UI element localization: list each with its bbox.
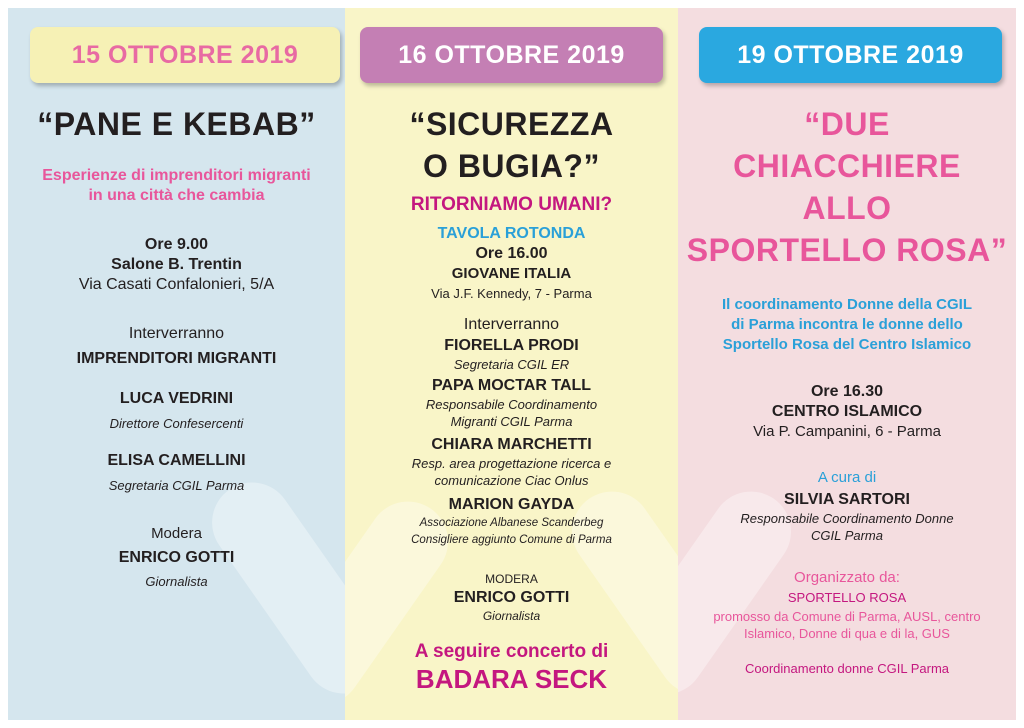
speaker-role: Migranti CGIL Parma <box>450 414 573 429</box>
date-banner: 19 OTTOBRE 2019 <box>699 27 1002 83</box>
speaker-entry <box>345 336 678 373</box>
moderator-block <box>345 571 678 625</box>
event-time: Ore 9.00 <box>144 236 209 253</box>
curated-label: A cura di <box>817 469 877 486</box>
event-description <box>678 295 1016 355</box>
speaker-name: CHIARA MARCHETTI <box>431 436 592 453</box>
event-location <box>8 235 345 295</box>
speaker-name: LUCA VEDRINI <box>119 390 234 407</box>
speaker-role: Responsabile Coordinamento <box>425 397 598 412</box>
moderator-label: Modera <box>151 525 202 542</box>
event-address: Via J.F. Kennedy, 7 - Parma <box>431 286 592 301</box>
promoted-by: Islamico, Donne di qua e di la, GUS <box>744 626 950 641</box>
organizer-name: SPORTELLO ROSA <box>787 590 907 605</box>
event-location <box>678 382 1016 442</box>
curator-name: SILVIA SARTORI <box>784 491 910 508</box>
event-address: Via Casati Confalonieri, 5/A <box>78 276 275 293</box>
event-title: “PANE E KEBAB” <box>37 106 316 142</box>
subtitle-line: Esperienze di imprenditori migranti <box>42 167 311 184</box>
title-line: “SICUREZZA <box>409 106 614 142</box>
moderator-role: Giornalista <box>145 573 208 589</box>
speaker-entry <box>345 435 678 489</box>
event-time: Ore 16.30 <box>810 383 884 400</box>
concert-artist: BADARA SECK <box>415 664 608 694</box>
event-address: Via P. Campanini, 6 - Parma <box>753 423 941 440</box>
speaker-role: Associazione Albanese Scanderbeg <box>419 517 604 529</box>
event-venue: Salone B. Trentin <box>111 256 242 273</box>
event-subtitle: RITORNIAMO UMANI? <box>410 194 613 215</box>
title-line: O BUGIA?” <box>423 148 600 184</box>
speaker-role: Resp. area progettazione ricerca e <box>411 456 612 471</box>
speaker-role: Segretaria CGIL Parma <box>108 478 245 494</box>
moderator-name: ENRICO GOTTI <box>453 589 570 606</box>
moderator-role: Giornalista <box>482 609 541 623</box>
event-title <box>678 103 1016 271</box>
moderator-block <box>8 525 345 590</box>
speaker-name: ELISA CAMELLINI <box>107 452 246 469</box>
title-line: SPORTELLO ROSA” <box>686 232 1008 268</box>
organizer-block <box>678 568 1016 642</box>
event-time: Ore 16.00 <box>475 245 548 262</box>
speaker-role: Segretaria CGIL ER <box>453 357 570 372</box>
speaker-name: PAPA MOCTAR TALL <box>431 377 592 394</box>
date-banner: 15 OTTOBRE 2019 <box>30 27 340 83</box>
event-title <box>345 103 678 187</box>
moderator-name: ENRICO GOTTI <box>118 549 235 567</box>
organized-label: Organizzato da: <box>794 569 900 586</box>
speakers-group: IMPRENDITORI MIGRANTI <box>76 350 277 367</box>
event-location <box>345 244 678 304</box>
concert-block <box>345 640 678 694</box>
speaker-entry <box>345 495 678 549</box>
speaker-role: Consigliere aggiunto Comune di Parma <box>411 534 612 546</box>
event-column-15-october <box>8 8 345 720</box>
coordination-note: Coordinamento donne CGIL Parma <box>744 661 950 676</box>
description-line: Il coordinamento Donne della CGIL <box>721 296 973 313</box>
speakers-label: Interverranno <box>128 325 225 342</box>
event-column-19-october <box>678 8 1016 720</box>
subtitle-line: in una città che cambia <box>88 187 265 204</box>
speaker-role: comunicazione Ciac Onlus <box>434 473 589 488</box>
curator-role: CGIL Parma <box>810 528 883 543</box>
event-format: TAVOLA ROTONDA <box>437 225 586 242</box>
description-line: di Parma incontra le donne dello <box>731 316 963 333</box>
speaker-role: Direttore Confesercenti <box>109 416 244 432</box>
description-line: Sportello Rosa del Centro Islamico <box>722 336 972 353</box>
title-line: CHIACCHIERE <box>733 148 961 184</box>
curator-role: Responsabile Coordinamento Donne <box>740 511 954 526</box>
event-venue: CENTRO ISLAMICO <box>771 403 923 420</box>
speaker-entry <box>8 452 345 494</box>
event-subtitle <box>8 166 345 206</box>
speakers-block <box>8 324 345 369</box>
concert-line: A seguire concerto di <box>414 641 609 662</box>
event-venue: GIOVANE ITALIA <box>451 265 572 282</box>
curator-block <box>678 468 1016 544</box>
moderator-label: MODERA <box>485 572 538 586</box>
date-banner: 16 OTTOBRE 2019 <box>360 27 663 83</box>
speaker-entry <box>345 376 678 430</box>
speaker-entry <box>8 390 345 432</box>
speaker-name: FIORELLA PRODI <box>444 337 579 354</box>
event-column-16-october <box>345 8 678 720</box>
title-line: “DUE <box>804 106 890 142</box>
promoted-by: promosso da Comune di Parma, AUSL, centro <box>713 609 981 624</box>
title-line: ALLO <box>802 190 892 226</box>
speaker-name: MARION GAYDA <box>448 496 575 513</box>
speakers-label: Interverranno <box>463 316 560 333</box>
